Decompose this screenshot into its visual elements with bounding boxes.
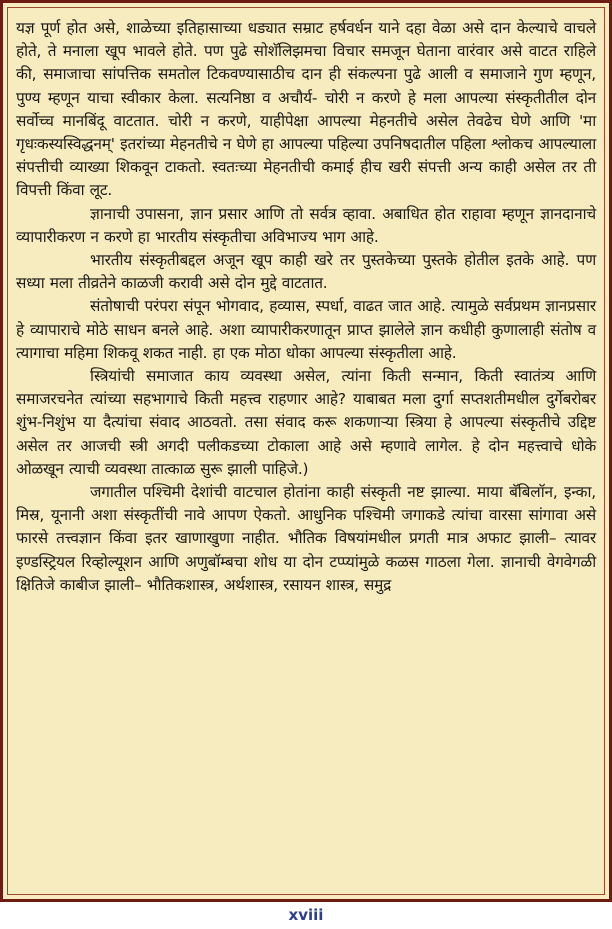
paragraph-1: यज्ञ पूर्ण होत असे, शाळेच्या इतिहासाच्या धड्यात सम्राट हर्षवर्धन याने दहा वेळा असे दान केल्याचे वाचले होते, ते मनाला खूप भावले होते. पण पुढे सोशॅलिझमचा विचार समजून घेताना वारंवार असे वाटत राहिले की, समाजाचा सांपत्तिक समतोल टिकवण्यासाठीच दान ही संकल्पना पुढे आली व समाजाने गुण म्हणून, पुण्य म्हणून याचा स्वीकार केला. सत्यनिष्ठा व अचौर्य- चोरी न करणे हे मला आपल्या संस्कृतीतील दोन सर्वोच्च मानबिंदू वाटतात. चोरी न करणे, याहीपेक्षा आपल्या मेहनतीचे असेल तेवढेच घेणे आणि 'मा गृधःकस्यस्विद्धनम्' इतरांच्या मेहनतीचे न घेणे हा आपल्या पहिल्या उपनिषदातील पहिला श्लोकच आपल्याला संपत्तीची व्याख्या शिकवून टाकतो. स्वतःच्या मेहनतीची कमाई हीच खरी संपत्ती अन्य काही असेल तर ती विपत्ती किंवा लूट. — [16, 19, 596, 200]
paragraph-2: ज्ञानाची उपासना, ज्ञान प्रसार आणि तो सर्वत्र व्हावा. अबाधित होत राहावा म्हणून ज्ञानदानाचे व्यापारीकरण न करणे हा भारतीय संस्कृतीचा अविभाज्य भाग आहे. — [16, 204, 596, 246]
paragraph-3: भारतीय संस्कृतीबद्दल अजून खूप काही खरे तर पुस्तकेच्या पुस्तके होतील इतके आहे. पण सध्या मला तीव्रतेने काळजी करावी असे दोन मुद्दे वाटतात. — [16, 251, 596, 293]
paragraph-6: जगातील पश्चिमी देशांची वाटचाल होतांना काही संस्कृती नष्ट झाल्या. माया बॅबिलॉन, इन्का, मिस्र, यूनानी अशा संस्कृतींची नावे आपण ऐकतो. आधुनिक पश्चिमी जगाकडे त्यांचा वारसा सांगावा असे फारसे तत्त्वज्ञान किंवा इतर खाणाखुणा नाहीत. भौतिक विषयांमधील प्रगती मात्र अफाट झाली– त्यावर इण्डस्ट्रियल रिव्होल्यूशन आणि अणुबॉम्बचा शोध या दोन टप्प्यांमुळे कळस गाठला गेला. ज्ञानाची वेगवेगळी क्षितिजे काबीज झाली– भौतिकशास्त्र, अर्थशास्त्र, रसायन शास्त्र, समुद्र — [16, 483, 596, 594]
paragraph-5: स्त्रियांची समाजात काय व्यवस्था असेल, त्यांना किती सन्मान, किती स्वातंत्र्य आणि समाजरचनेत त्यांच्या सहभागाचे किती महत्त्व राहणार आहे? याबाबत मला दुर्गा सप्तशतीमधील दुर्गेबरोबर शुंभ-निशुंभ या दैत्यांचा संवाद आठवतो. तसा संवाद करू शकणाऱ्या स्त्रिया हे आपल्या संस्कृतीचे उद्दिष्ट असेल तर आजची स्त्री अगदी पलीकडच्या टोकाला आहे असे म्हणावे लागेल. हे दोन महत्त्वाचे धोके ओळखून त्याची व्यवस्था तात्काळ सुरू झाली पाहिजे.) — [16, 367, 596, 478]
page-number: xviii — [288, 906, 324, 924]
paragraph-4: संतोषाची परंपरा संपून भोगवाद, हव्यास, स्पर्धा, वाढत जात आहे. त्यामुळे सर्वप्रथम ज्ञानप्रसार हे व्यापाराचे मोठे साधन बनले आहे. अशा व्यापारीकरणातून प्राप्त झालेले ज्ञान कधीही कुणालाही संतोष व त्यागाचा महिमा शिकवू शकत नाही. हा एक मोठा धोका आपल्या संस्कृतीला आहे. — [16, 297, 596, 362]
body-text — [16, 17, 596, 597]
